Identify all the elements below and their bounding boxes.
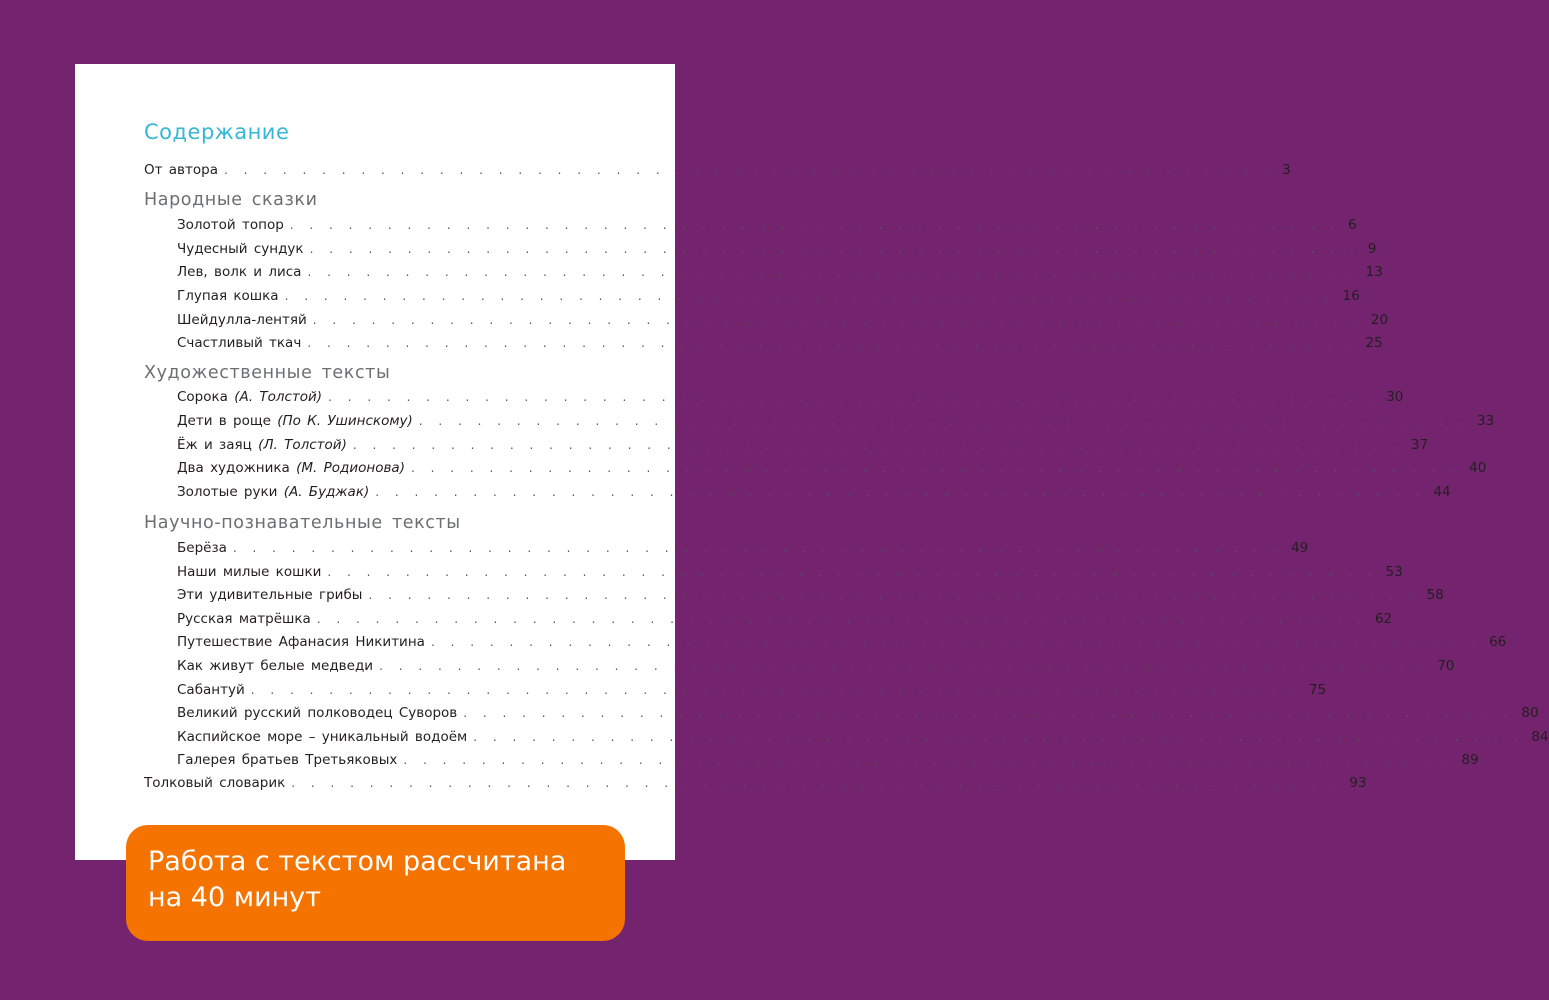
toc-leader-dots: . . . . . . . . . . . . . . . . . . . . . . . . . . . . . . . . . . . . . . . . . . . . . . . . . . . . . . [232, 541, 1284, 555]
promo-banner [126, 825, 625, 941]
toc-entry-page: 9 [1367, 241, 1377, 257]
toc-leader-dots: . . . . . . . . . . . . . . . . . . . . . . . . . . . . . . . . . . . . . . . . . . . . . . . . . . . . . . [379, 659, 1430, 673]
toc-entry-author: (А. Буджак) [283, 484, 370, 500]
toc-entry-label: Путешествие Афанасия Никитина [177, 634, 425, 650]
toc-entry [75, 726, 1549, 748]
toc-entry-page: 66 [1489, 634, 1507, 650]
toc-entry-page: 53 [1385, 564, 1403, 580]
toc-entry [75, 214, 1357, 236]
toc-entry-label: Великий русский полководец Суворов [177, 705, 458, 721]
toc-entry-label: Наши милые кошки [177, 564, 322, 580]
toc-entry [75, 481, 1451, 503]
toc-entry-author: (По К. Ушинскому) [277, 413, 413, 429]
toc-leader-dots: . . . . . . . . . . . . . . . . . . . . . . . . . . . . . . . . . . . . . . . . . . . . . . . . . . . . . . [463, 706, 1514, 720]
toc-entry-page: 62 [1374, 611, 1393, 627]
toc-entry [75, 261, 1383, 283]
toc-entry [75, 608, 1393, 630]
toc-entry-label: Берёза [177, 540, 227, 556]
toc-entry-label: Золотые руки (А. Буджак) [177, 484, 370, 500]
toc-entry [75, 631, 1507, 653]
toc-leader-dots: . . . . . . . . . . . . . . . . . . . . . . . . . . . . . . . . . . . . . . . . . . . . . . . . . . . . . . [250, 683, 1301, 697]
toc-leader-dots: . . . . . . . . . . . . . . . . . . . . . . . . . . . . . . . . . . . . . . . . . . . . . . . . . . . . . . [307, 336, 1358, 350]
section-title-science: Научно-познавательные тексты [144, 513, 461, 533]
toc-leader-dots: . . . . . . . . . . . . . . . . . . . . . . . . . . . . . . . . . . . . . . . . . . . . . . . . . . . . . . [368, 588, 1419, 602]
toc-entry [75, 309, 1389, 331]
section-title-fiction: Художественные тексты [144, 363, 391, 383]
toc-entry-label: Ёж и заяц (Л. Толстой) [177, 437, 347, 453]
section-title-folk-tales: Народные сказки [144, 190, 318, 210]
banner-line-2: на 40 минут [148, 882, 321, 913]
toc-entry [75, 537, 1309, 559]
toc-entry-label: От автора [144, 162, 218, 178]
toc-leader-dots: . . . . . . . . . . . . . . . . . . . . . . . . . . . . . . . . . . . . . . . . . . . . . . . . . . . . . . [473, 730, 1524, 744]
toc-leader-dots: . . . . . . . . . . . . . . . . . . . . . . . . . . . . . . . . . . . . . . . . . . . . . . . . . . . . . . [223, 163, 1275, 177]
toc-entry [75, 655, 1455, 677]
toc-entry-label: Каспийское море – уникальный водоём [177, 729, 468, 745]
toc-entry [75, 386, 1404, 408]
toc-entry [75, 584, 1444, 606]
toc-entry-page: 16 [1342, 288, 1360, 304]
toc-entry-label: Два художника (М. Родионова) [177, 460, 405, 476]
toc-title: Содержание [144, 120, 290, 144]
toc-entry [75, 434, 1429, 456]
toc-entry-intro [75, 159, 1291, 181]
toc-leader-dots: . . . . . . . . . . . . . . . . . . . . . . . . . . . . . . . . . . . . . . . . . . . . . . . . . . . . . . [291, 776, 1342, 790]
toc-entry-label: Галерея братьев Третьяковых [177, 752, 398, 768]
toc-entry-page: 93 [1349, 775, 1367, 791]
book-page [75, 64, 1549, 860]
toc-entry-glossary [75, 772, 1367, 794]
toc-entry-page: 33 [1476, 413, 1495, 429]
toc-entry-label: Шейдулла-лентяй [177, 312, 307, 328]
toc-entry-page: 84 [1531, 729, 1549, 745]
toc-entry-label: Русская матрёшка [177, 611, 311, 627]
toc-entry-label: Золотой топор [177, 217, 284, 233]
toc-entry-author: (А. Толстой) [234, 389, 323, 405]
toc-leader-dots: . . . . . . . . . . . . . . . . . . . . . . . . . . . . . . . . . . . . . . . . . . . . . . . . . . . . . . [375, 485, 1426, 499]
toc-entry-label: Чудесный сундук [177, 241, 304, 257]
toc-leader-dots: . . . . . . . . . . . . . . . . . . . . . . . . . . . . . . . . . . . . . . . . . . . . . . . . . . . . . . [307, 265, 1358, 279]
toc-entry-page: 37 [1411, 437, 1429, 453]
toc-leader-dots: . . . . . . . . . . . . . . . . . . . . . . . . . . . . . . . . . . . . . . . . . . . . . . . . . . . . . . [410, 461, 1462, 475]
toc-leader-dots: . . . . . . . . . . . . . . . . . . . . . . . . . . . . . . . . . . . . . . . . . . . . . . . . . . . . . . [327, 565, 1378, 579]
toc-leader-dots: . . . . . . . . . . . . . . . . . . . . . . . . . . . . . . . . . . . . . . . . . . . . . . . . . . . . . . [284, 289, 1335, 303]
toc-entry-page: 40 [1469, 460, 1487, 476]
toc-entry-label: Лев, волк и лиса [177, 264, 302, 280]
toc-leader-dots: . . . . . . . . . . . . . . . . . . . . . . . . . . . . . . . . . . . . . . . . . . . . . . . . . . . . . . [312, 313, 1363, 327]
toc-entry-label: Толковый словарик [144, 775, 286, 791]
toc-leader-dots: . . . . . . . . . . . . . . . . . . . . . . . . . . . . . . . . . . . . . . . . . . . . . . . . . . . . . . [289, 218, 1340, 232]
toc-leader-dots: . . . . . . . . . . . . . . . . . . . . . . . . . . . . . . . . . . . . . . . . . . . . . . . . . . . . . . [352, 438, 1403, 452]
toc-leader-dots: . . . . . . . . . . . . . . . . . . . . . . . . . . . . . . . . . . . . . . . . . . . . . . . . . . . . . . [418, 414, 1469, 428]
toc-entry-page: 6 [1347, 217, 1357, 233]
toc-entry-label: Сабантуй [177, 682, 245, 698]
toc-entry-page: 89 [1461, 752, 1479, 768]
toc-leader-dots: . . . . . . . . . . . . . . . . . . . . . . . . . . . . . . . . . . . . . . . . . . . . . . . . . . . . . . [430, 635, 1482, 649]
toc-entry-label: Дети в роще (По К. Ушинскому) [177, 413, 413, 429]
toc-entry [75, 457, 1487, 479]
toc-entry-page: 44 [1433, 484, 1451, 500]
toc-entry [75, 561, 1403, 583]
toc-entry-page: 70 [1437, 658, 1455, 674]
toc-leader-dots: . . . . . . . . . . . . . . . . . . . . . . . . . . . . . . . . . . . . . . . . . . . . . . . . . . . . . . [403, 753, 1454, 767]
toc-entry-author: (Л. Толстой) [258, 437, 347, 453]
toc-entry-label: Эти удивительные грибы [177, 587, 363, 603]
toc-entry-page: 20 [1370, 312, 1389, 328]
toc-entry-author: (М. Родионова) [296, 460, 405, 476]
toc-leader-dots: . . . . . . . . . . . . . . . . . . . . . . . . . . . . . . . . . . . . . . . . . . . . . . . . . . . . . . [316, 612, 1367, 626]
toc-entry [75, 679, 1327, 701]
toc-entry-label: Счастливый ткач [177, 335, 302, 351]
toc-entry-page: 13 [1365, 264, 1383, 280]
toc-entry [75, 702, 1539, 724]
toc-entry-page: 49 [1291, 540, 1309, 556]
toc-entry-page: 25 [1365, 335, 1383, 351]
toc-entry-label: Глупая кошка [177, 288, 279, 304]
banner-line-1: Работа с текстом рассчитана [148, 846, 567, 877]
toc-entry-label: Как живут белые медведи [177, 658, 374, 674]
toc-entry-page: 80 [1521, 705, 1539, 721]
toc-entry-page: 30 [1386, 389, 1404, 405]
toc-entry-page: 58 [1426, 587, 1444, 603]
toc-entry [75, 238, 1377, 260]
toc-entry-label: Сорока (А. Толстой) [177, 389, 323, 405]
toc-entry-page: 3 [1282, 162, 1291, 178]
toc-leader-dots: . . . . . . . . . . . . . . . . . . . . . . . . . . . . . . . . . . . . . . . . . . . . . . . . . . . . . . [328, 390, 1379, 404]
toc-leader-dots: . . . . . . . . . . . . . . . . . . . . . . . . . . . . . . . . . . . . . . . . . . . . . . . . . . . . . . [309, 242, 1360, 256]
toc-entry [75, 749, 1479, 771]
toc-entry-page: 75 [1308, 682, 1327, 698]
toc-entry [75, 410, 1495, 432]
toc-entry [75, 285, 1360, 307]
toc-entry [75, 332, 1383, 354]
